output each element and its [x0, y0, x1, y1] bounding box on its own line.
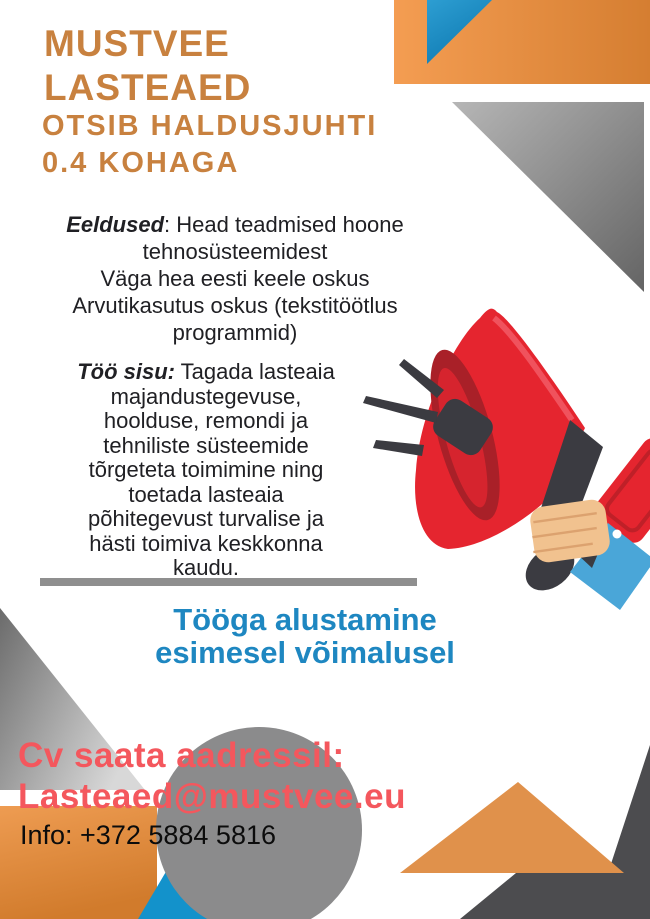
subtitle-line-2: 0.4 KOHAGA	[42, 147, 240, 179]
requirements-line: Väga hea eesti keele oskus	[100, 266, 370, 291]
requirements-line: tehnosüsteemidest	[142, 239, 328, 264]
requirements-line: programmid)	[172, 320, 298, 345]
contact-email: Lasteaed@mustvee.eu	[18, 777, 406, 816]
duties-line: tehniliste süsteemide	[103, 432, 309, 458]
requirements-first-line	[5, 211, 465, 238]
duties-line: toetada lasteaia	[128, 481, 284, 507]
title-line-2: LASTEAED	[44, 67, 252, 108]
duties-label: Töö sisu:	[77, 359, 175, 384]
hand	[528, 498, 611, 564]
contact-phone: Info: +372 5884 5816	[20, 820, 276, 850]
requirements-label: Eeldused	[66, 212, 165, 237]
duties-block	[25, 360, 387, 581]
requirements-line: Arvutikasutus oskus (tekstitöötlus	[72, 293, 398, 318]
sleeve-button	[613, 530, 622, 539]
start-note-line-1: Tööga alustamine	[173, 602, 437, 637]
duties-line: hästi toimiva keskkonna	[89, 530, 323, 556]
duties-line: kaudu.	[172, 555, 240, 580]
start-date-note	[55, 603, 555, 669]
contact-block	[18, 735, 406, 817]
duties-line: hoolduse, remondi ja	[103, 408, 309, 433]
requirements-label-rest: : Head teadmised hoone	[164, 212, 404, 237]
poster-subtitle	[42, 108, 377, 182]
duties-label-rest: Tagada lasteaia	[174, 359, 335, 384]
contact-heading: Cv saata aadressil:	[18, 736, 345, 775]
duties-line: tõrgeteta toimimine ning	[88, 457, 324, 482]
decor-right-gray-triangle	[452, 102, 644, 292]
decor-bottom-right-orange-triangle	[400, 782, 624, 873]
duties-line: majandustegevuse,	[110, 383, 302, 409]
start-note-line-2: esimesel võimalusel	[155, 635, 455, 670]
title-line-1: MUSTVEE	[44, 23, 230, 64]
subtitle-line-1: OTSIB HALDUSJUHTI	[42, 110, 378, 142]
duties-line: põhitegevust turvalise ja	[87, 506, 325, 531]
megaphone-icon	[363, 309, 650, 610]
poster-title	[44, 22, 251, 110]
requirements-block	[5, 211, 465, 346]
duties-first-line	[25, 360, 387, 385]
